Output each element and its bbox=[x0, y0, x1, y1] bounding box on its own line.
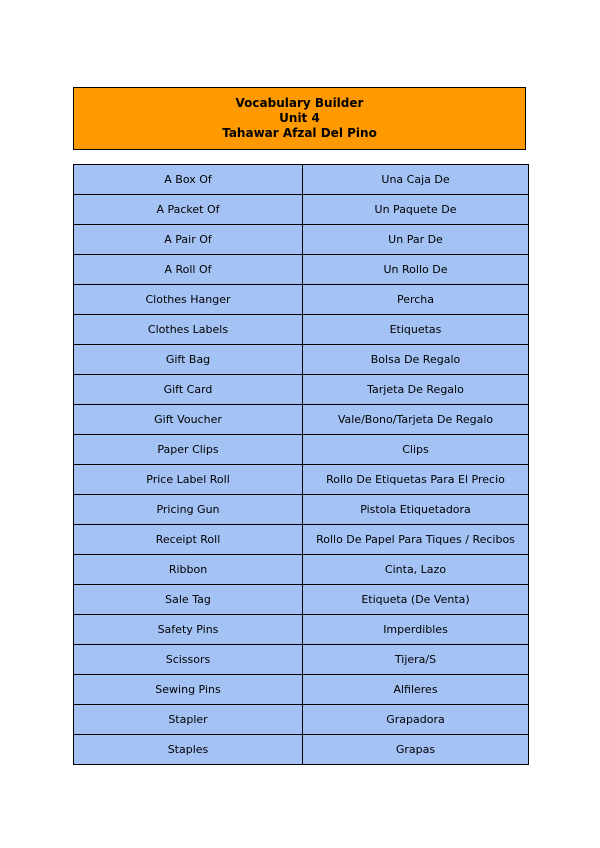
english-term-cell: A Pair Of bbox=[74, 225, 303, 255]
table-row bbox=[74, 375, 529, 405]
spanish-term-cell: Etiqueta (De Venta) bbox=[303, 585, 529, 615]
table-row bbox=[74, 705, 529, 735]
table-row bbox=[74, 165, 529, 195]
vocabulary-table bbox=[73, 164, 529, 765]
spanish-term-cell: Pistola Etiquetadora bbox=[303, 495, 529, 525]
english-term-cell: Safety Pins bbox=[74, 615, 303, 645]
spanish-term-cell: Tarjeta De Regalo bbox=[303, 375, 529, 405]
spanish-term-cell: Alfileres bbox=[303, 675, 529, 705]
table-row bbox=[74, 465, 529, 495]
table-row bbox=[74, 495, 529, 525]
table-row bbox=[74, 555, 529, 585]
document-title: Vocabulary Builder bbox=[235, 96, 364, 110]
table-row bbox=[74, 585, 529, 615]
table-row bbox=[74, 405, 529, 435]
english-term-cell: Pricing Gun bbox=[74, 495, 303, 525]
spanish-term-cell: Imperdibles bbox=[303, 615, 529, 645]
spanish-term-cell: Vale/Bono/Tarjeta De Regalo bbox=[303, 405, 529, 435]
table-row bbox=[74, 645, 529, 675]
english-term-cell: Paper Clips bbox=[74, 435, 303, 465]
spanish-term-cell: Clips bbox=[303, 435, 529, 465]
english-term-cell: Clothes Labels bbox=[74, 315, 303, 345]
spanish-term-cell: Tijera/S bbox=[303, 645, 529, 675]
spanish-term-cell: Grapas bbox=[303, 735, 529, 765]
document-header bbox=[73, 87, 526, 150]
spanish-term-cell: Rollo De Papel Para Tiques / Recibos bbox=[303, 525, 529, 555]
english-term-cell: Gift Card bbox=[74, 375, 303, 405]
spanish-term-cell: Una Caja De bbox=[303, 165, 529, 195]
english-term-cell: Staples bbox=[74, 735, 303, 765]
spanish-term-cell: Un Rollo De bbox=[303, 255, 529, 285]
english-term-cell: A Box Of bbox=[74, 165, 303, 195]
unit-label: Unit 4 bbox=[279, 111, 320, 125]
english-term-cell: A Roll Of bbox=[74, 255, 303, 285]
spanish-term-cell: Un Par De bbox=[303, 225, 529, 255]
spanish-term-cell: Grapadora bbox=[303, 705, 529, 735]
spanish-term-cell: Rollo De Etiquetas Para El Precio bbox=[303, 465, 529, 495]
table-row bbox=[74, 195, 529, 225]
table-row bbox=[74, 345, 529, 375]
english-term-cell: Receipt Roll bbox=[74, 525, 303, 555]
english-term-cell: Sale Tag bbox=[74, 585, 303, 615]
spanish-term-cell: Etiquetas bbox=[303, 315, 529, 345]
english-term-cell: Clothes Hanger bbox=[74, 285, 303, 315]
vocabulary-table-body bbox=[74, 165, 529, 765]
table-row bbox=[74, 735, 529, 765]
spanish-term-cell: Un Paquete De bbox=[303, 195, 529, 225]
english-term-cell: Gift Bag bbox=[74, 345, 303, 375]
spanish-term-cell: Percha bbox=[303, 285, 529, 315]
english-term-cell: Ribbon bbox=[74, 555, 303, 585]
table-row bbox=[74, 435, 529, 465]
spanish-term-cell: Cinta, Lazo bbox=[303, 555, 529, 585]
english-term-cell: Gift Voucher bbox=[74, 405, 303, 435]
table-row bbox=[74, 285, 529, 315]
spanish-term-cell: Bolsa De Regalo bbox=[303, 345, 529, 375]
table-row bbox=[74, 255, 529, 285]
english-term-cell: Stapler bbox=[74, 705, 303, 735]
table-row bbox=[74, 315, 529, 345]
table-row bbox=[74, 525, 529, 555]
english-term-cell: A Packet Of bbox=[74, 195, 303, 225]
table-row bbox=[74, 615, 529, 645]
table-row bbox=[74, 225, 529, 255]
table-row bbox=[74, 675, 529, 705]
english-term-cell: Sewing Pins bbox=[74, 675, 303, 705]
author-name: Tahawar Afzal Del Pino bbox=[222, 126, 377, 140]
english-term-cell: Scissors bbox=[74, 645, 303, 675]
english-term-cell: Price Label Roll bbox=[74, 465, 303, 495]
